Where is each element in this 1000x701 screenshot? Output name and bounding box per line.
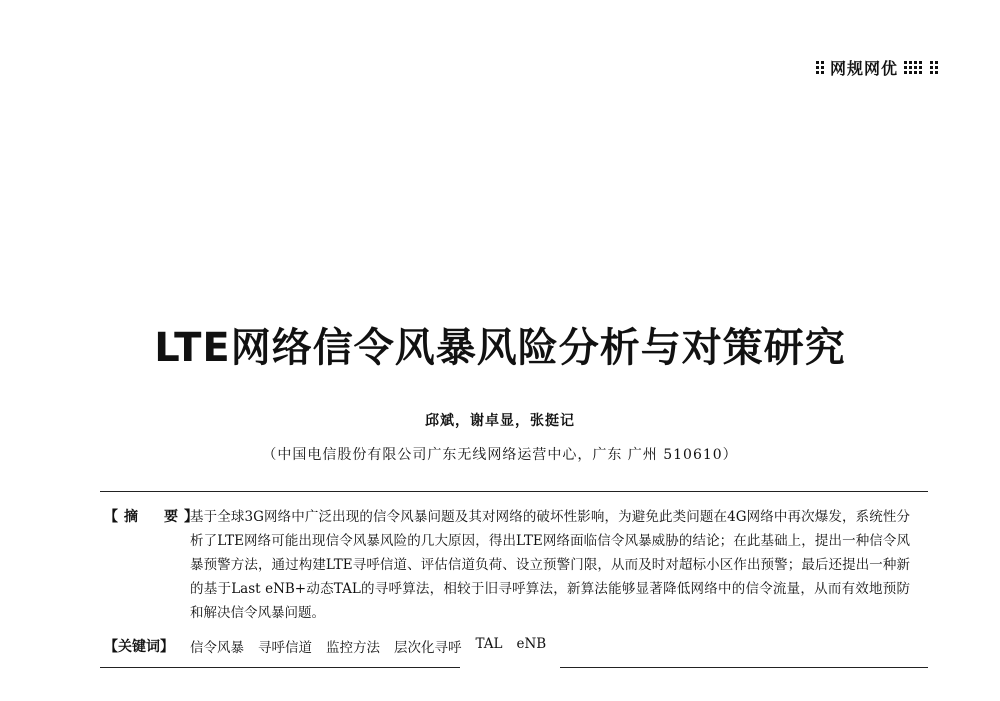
section-tag-label: 网规网优 <box>829 59 898 78</box>
decorative-dots-icon <box>904 61 922 74</box>
keyword-item: 层次化寻呼 <box>394 640 462 656</box>
paper-title: LTE网络信令风暴风险分析与对策研究 <box>154 325 846 371</box>
decorative-dots-icon <box>816 61 824 74</box>
divider-top <box>100 491 928 492</box>
decorative-dots-icon <box>930 61 938 74</box>
section-header-tag <box>814 56 940 79</box>
keyword-item: 监控方法 <box>326 640 380 656</box>
keyword-item: 信令风暴 <box>190 640 244 656</box>
abstract-label: 【摘 要】 <box>104 509 204 525</box>
keyword-item: eNB <box>516 636 547 652</box>
keyword-item: TAL <box>475 636 503 652</box>
divider-bottom-right <box>560 667 928 668</box>
keywords-label: 【关键词】 <box>104 639 174 655</box>
paper-affiliation: （中国电信股份有限公司广东无线网络运营中心，广东 广州 510610） <box>262 447 738 463</box>
divider-bottom-left <box>100 667 460 668</box>
keyword-item: 寻呼信道 <box>258 640 312 656</box>
abstract-text: 基于全球3G网络中广泛出现的信令风暴问题及其对网络的破坏性影响，为避免此类问题在4G网络中再次爆发，系统性分析了LTE网络可能出现信令风暴风险的几大原因，得出LTE网络面临信令风暴威胁的结论；在此基础上，提出一种信令风暴预警方法，通过构建LTE寻呼信道、评估信道负荷、设立预警门限，从而及时对超标小区作出预警；最后还提出一种新的基于Last eNB+动态TAL的寻呼算法，相较于旧寻呼算法，新算法能够显著降低网络中的信令流量，从而有效地预防和解决信令风暴问题。 <box>190 509 910 621</box>
paper-authors: 邱斌，谢卓显，张挺记 <box>425 413 575 429</box>
keywords-list <box>190 636 546 656</box>
